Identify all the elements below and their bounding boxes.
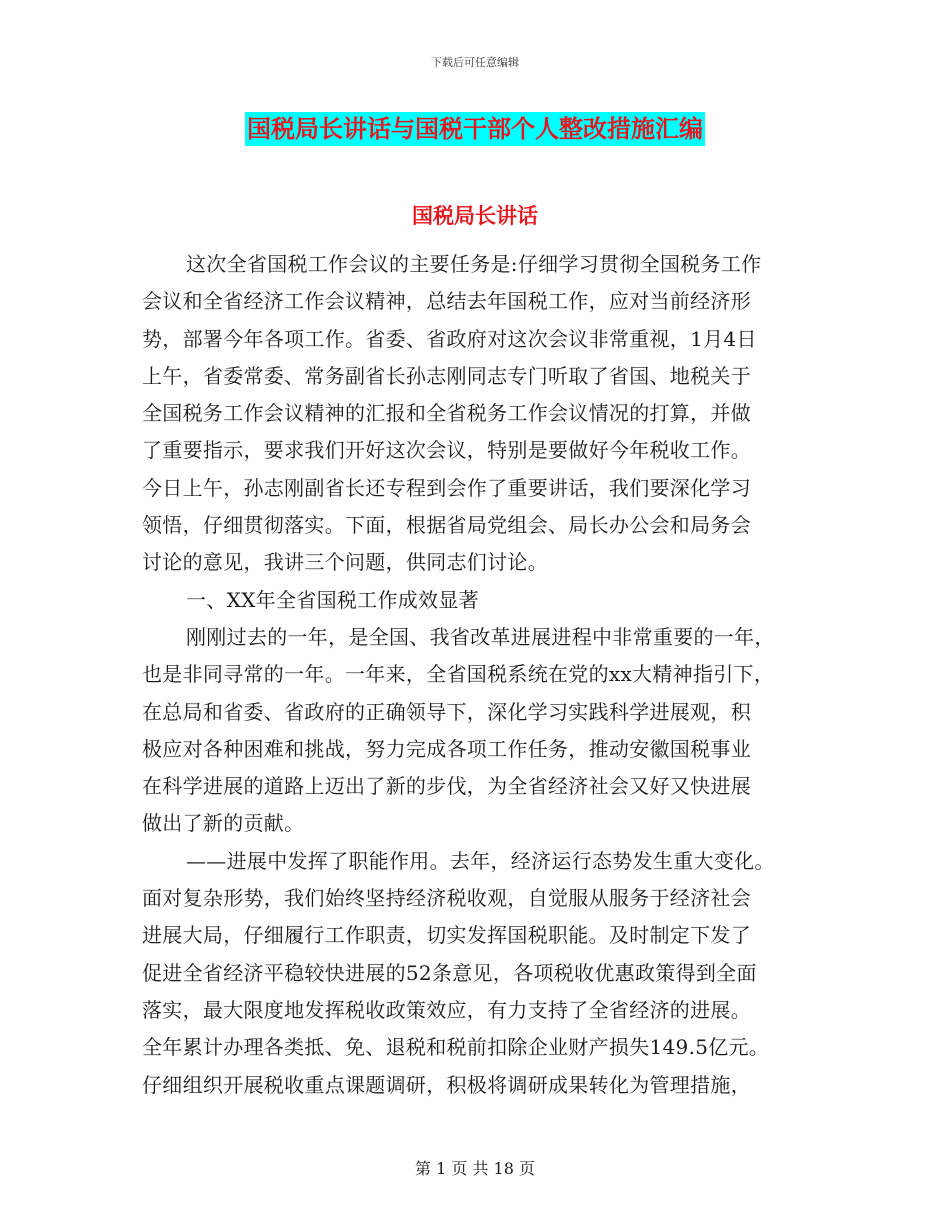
text-line: 进展大局，仔细履行工作职责，切实发挥国税职能。及时制定下发了 [142,923,751,948]
text-line: 也是非同寻常的一年。一年来，全省国税系统在党的xx大精神指引下， [142,662,775,687]
text-line: 全年累计办理各类抵、免、退税和税前扣除企业财产损失149.5亿元。 [142,1035,770,1060]
page-footer: 第 1 页 共 18 页 [415,1159,535,1178]
text-line: 讨论的意见，我讲三个问题，供同志们讨论。 [142,550,548,575]
text-line: 这次全省国税工作会议的主要任务是:仔细学习贯彻全国税务工作 [186,252,762,276]
text-line: 在科学进展的道路上迈出了新的步伐，为全省经济社会又好又快进展 [142,774,751,799]
text-line: 势，部署今年各项工作。省委、省政府对这次会议非常重视，1月4日 [142,326,757,351]
text-line: 在总局和省委、省政府的正确领导下，深化学习实践科学进展观，积 [142,699,751,724]
text-line: 领悟，仔细贯彻落实。下面，根据省局党组会、局长办公会和局务会 [142,513,751,538]
page-header-note: 下载后可任意编辑 [431,56,519,69]
text-line: 全国税务工作会议精神的汇报和全省税务工作会议情况的打算，并做 [142,401,751,426]
text-line: 今日上午，孙志刚副省长还专程到会作了重要讲话，我们要深化学习 [142,475,751,500]
text-line: 落实，最大限度地发挥税收政策效应，有力支持了全省经济的进展。 [142,997,751,1022]
section-title: 国税局长讲话 [412,204,538,228]
text-line: 一、XX年全省国税工作成效显著 [186,587,479,612]
text-line: 面对复杂形势，我们始终坚持经济税收观，自觉服从服务于经济社会 [142,886,751,911]
text-line: 仔细组织开展税收重点课题调研，积极将调研成果转化为管理措施， [142,1072,751,1097]
text-line: 刚刚过去的一年，是全国、我省改革进展进程中非常重要的一年， [186,624,775,649]
text-line: 做出了新的贡献。 [142,811,305,836]
text-line: 了重要指示，要求我们开好这次会议，特别是要做好今年税收工作。 [142,438,751,463]
body-text [142,246,814,1104]
text-line: ——进展中发挥了职能作用。去年，经济运行态势发生重大变化。 [186,848,775,873]
text-line: 上午，省委常委、常务副省长孙志刚同志专门听取了省国、地税关于 [142,363,751,388]
document-title-container [0,112,950,146]
document-title: 国税局长讲话与国税干部个人整改措施汇编 [245,112,705,146]
text-line: 促进全省经济平稳较快进展的52条意见，各项税收优惠政策得到全面 [142,960,757,985]
text-line: 极应对各种困难和挑战，努力完成各项工作任务，推动安徽国税事业 [142,736,751,761]
text-line: 会议和全省经济工作会议精神，总结去年国税工作，应对当前经济形 [142,289,751,314]
